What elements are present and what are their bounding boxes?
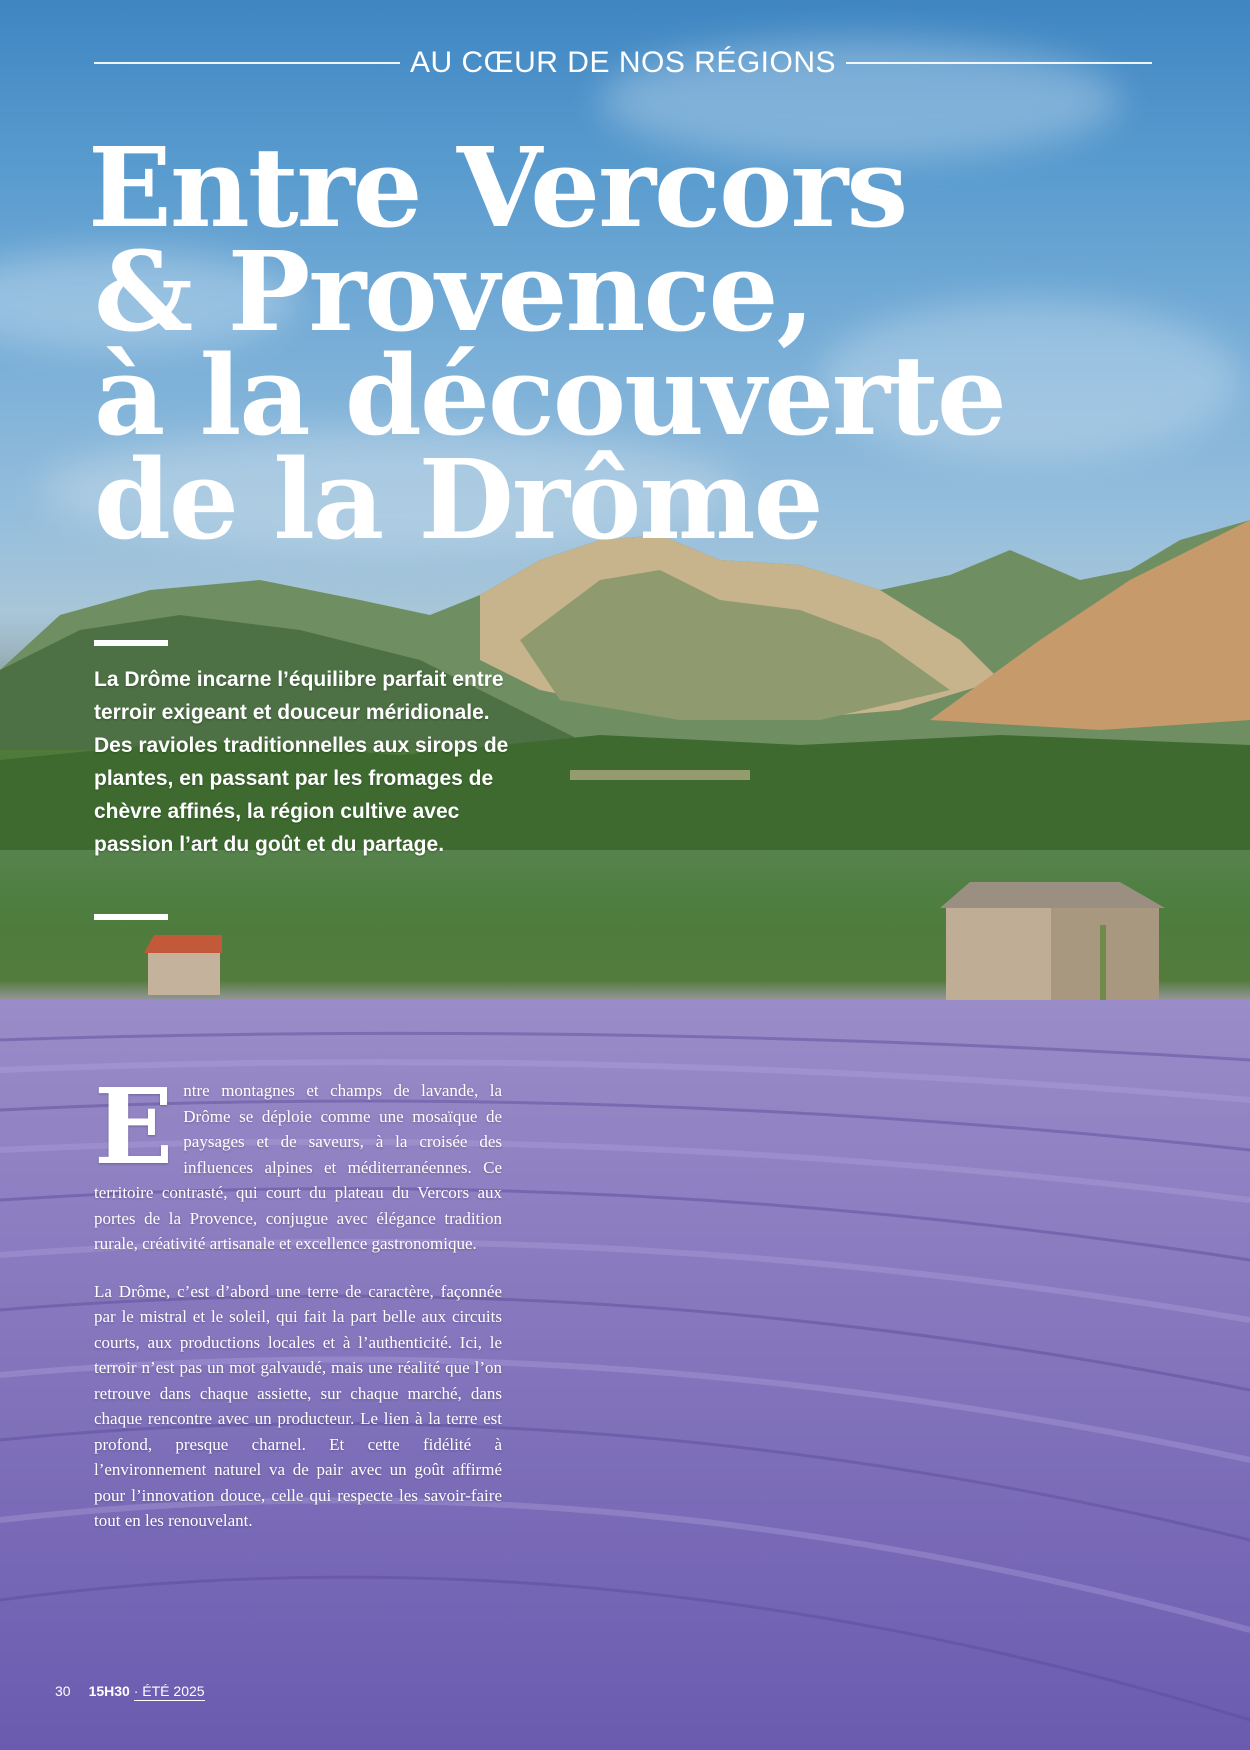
lede-rule-bottom	[94, 914, 168, 920]
small-house	[144, 935, 222, 995]
title-line-4: de la Drôme	[94, 435, 822, 564]
body-paragraph-1	[94, 1065, 502, 1257]
page-number: 30	[55, 1683, 71, 1699]
issue-date: · ÉTÉ 2025	[133, 1683, 205, 1699]
drop-cap: E	[94, 1065, 174, 1188]
kicker-text: AU CŒUR DE NOS RÉGIONS	[409, 46, 837, 79]
page-footer	[55, 1683, 205, 1699]
article-title	[52, 123, 1202, 564]
title-line-1: Entre Vercors	[88, 123, 907, 252]
magazine-brand: 15H30	[88, 1683, 130, 1699]
title-line-2: & Provence,	[94, 227, 813, 356]
article-body	[94, 1065, 502, 1534]
rule-right	[846, 62, 1152, 64]
rule-left	[94, 62, 400, 64]
section-kicker	[94, 38, 1152, 88]
article-lede: La Drôme incarne l’équilibre parfait entre terroir exigeant et douceur méridionale. Des ravioles traditionnelles aux sirops de plantes, en passant par les fromages de chèvre affinés, la région cultive avec passion l’art du goût et du partage.	[94, 668, 509, 856]
paragraph-1-text: ntre montagnes et champs de lavande, la Drôme se déploie comme une mosaïque de paysages et de saveurs, à la croisée des influences alpines et méditerranéennes. Ce territoire contrasté, qui court du plateau du Vercors aux portes de la Provence, conjugue avec élégance tradition rurale, créativité artisanale et excellence gastronomique.	[94, 1081, 502, 1253]
title-line-3: à la découverte	[94, 331, 1005, 460]
body-paragraph-2: La Drôme, c’est d’abord une terre de caractère, façonnée par le mistral et le soleil, qui fait la part belle aux circuits courts, aux productions locales et à l’authenticité. Ici, le terroir n’est pas un mot galvaudé, mais une réalité que l’on retrouve dans chaque assiette, sur chaque marché, dans chaque rencontre avec un producteur. Le lien à la terre est profond, presque charnel. Et cette fidélité à l’environnement naturel va de pair avec un goût affirmé pour l’innovation douce, celle qui respecte les savoir-faire tout en les renouvelant.	[94, 1281, 502, 1530]
issue-info	[89, 1683, 205, 1699]
lede-rule-top	[94, 640, 168, 646]
